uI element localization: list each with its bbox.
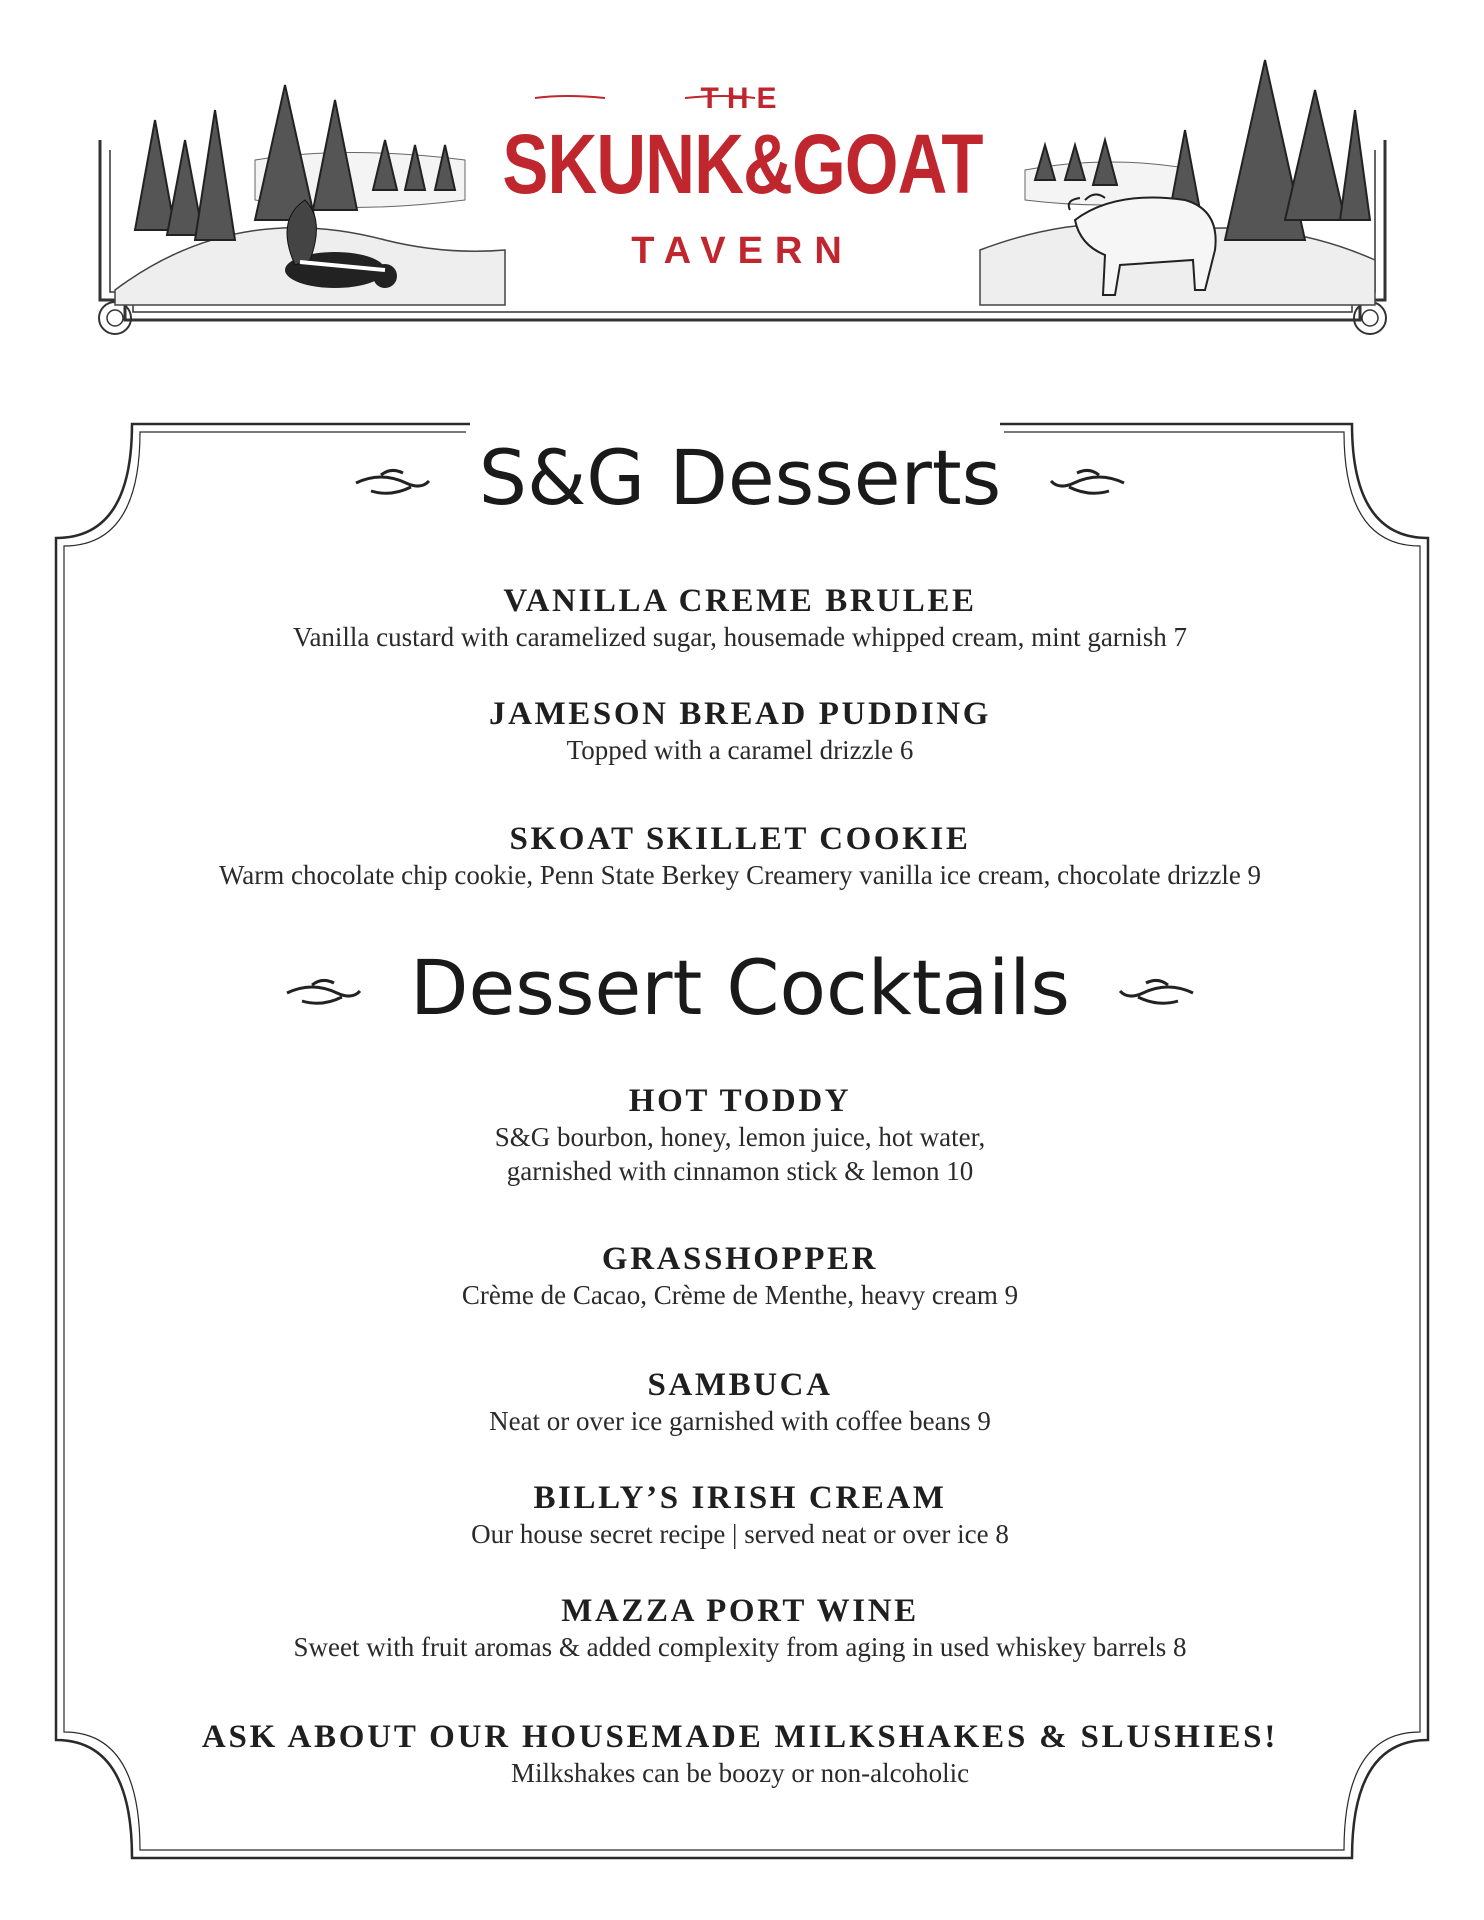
logo-the: THE [700,82,785,115]
item-description: Topped with a caramel drizzle 6 [566,735,914,765]
item-description: Neat or over ice garnished with coffee beans 9 [489,1406,991,1436]
callout-note: Milkshakes can be boozy or non-alcoholic [510,1758,970,1788]
item-description-line: garnished with cinnamon stick & lemon 10 [506,1156,974,1186]
flourish-left-icon [282,973,362,1013]
item-name: SKOAT SKILLET COOKIE [509,821,971,857]
menu-item [90,582,1390,654]
desserts-heading [90,433,1390,522]
item-description: Vanilla custard with caramelized sugar, housemade whipped cream, mint garnish 7 [292,622,1188,652]
menu-item [90,820,1390,892]
item-name: MAZZA PORT WINE [561,1593,919,1629]
item-name: SAMBUCA [647,1367,833,1403]
logo-tavern: TAVERN [631,230,854,272]
item-description: Sweet with fruit aromas & added complexity from aging in used whiskey barrels 8 [293,1632,1187,1662]
callout-text: ASK ABOUT OUR HOUSEMADE MILKSHAKES & SLUSHIES! [201,1719,1279,1755]
menu-item [90,695,1390,767]
item-description [90,1120,1390,1188]
flourish-right-icon [1118,973,1198,1013]
desserts-title: S&G Desserts [478,433,1002,522]
item-name: JAMESON BREAD PUDDING [489,696,991,732]
menu-item [90,1240,1390,1312]
item-name: GRASSHOPPER [601,1241,879,1277]
cocktails-title: Dessert Cocktails [410,943,1070,1032]
callout-block [90,1718,1390,1790]
flourish-left-icon [351,463,431,503]
item-name: BILLY’S IRISH CREAM [533,1480,947,1516]
item-name: HOT TODDY [628,1083,852,1119]
item-description: Warm chocolate chip cookie, Penn State Berkey Creamery vanilla ice cream, chocolate drizzle 9 [218,860,1262,890]
item-description: Crème de Cacao, Crème de Menthe, heavy cream 9 [461,1280,1019,1310]
cocktails-heading [90,943,1390,1032]
menu-item [90,1592,1390,1664]
item-description: Our house secret recipe | served neat or over ice 8 [471,1519,1009,1549]
flourish-right-icon [1049,463,1129,503]
menu-item [90,1479,1390,1551]
logo-name: SKUNK&GOAT [502,117,983,211]
menu-item [90,1366,1390,1438]
item-name: VANILLA CREME BRULEE [503,583,977,619]
menu-item [90,1082,1390,1188]
item-description-line: S&G bourbon, honey, lemon juice, hot water, [494,1122,986,1152]
